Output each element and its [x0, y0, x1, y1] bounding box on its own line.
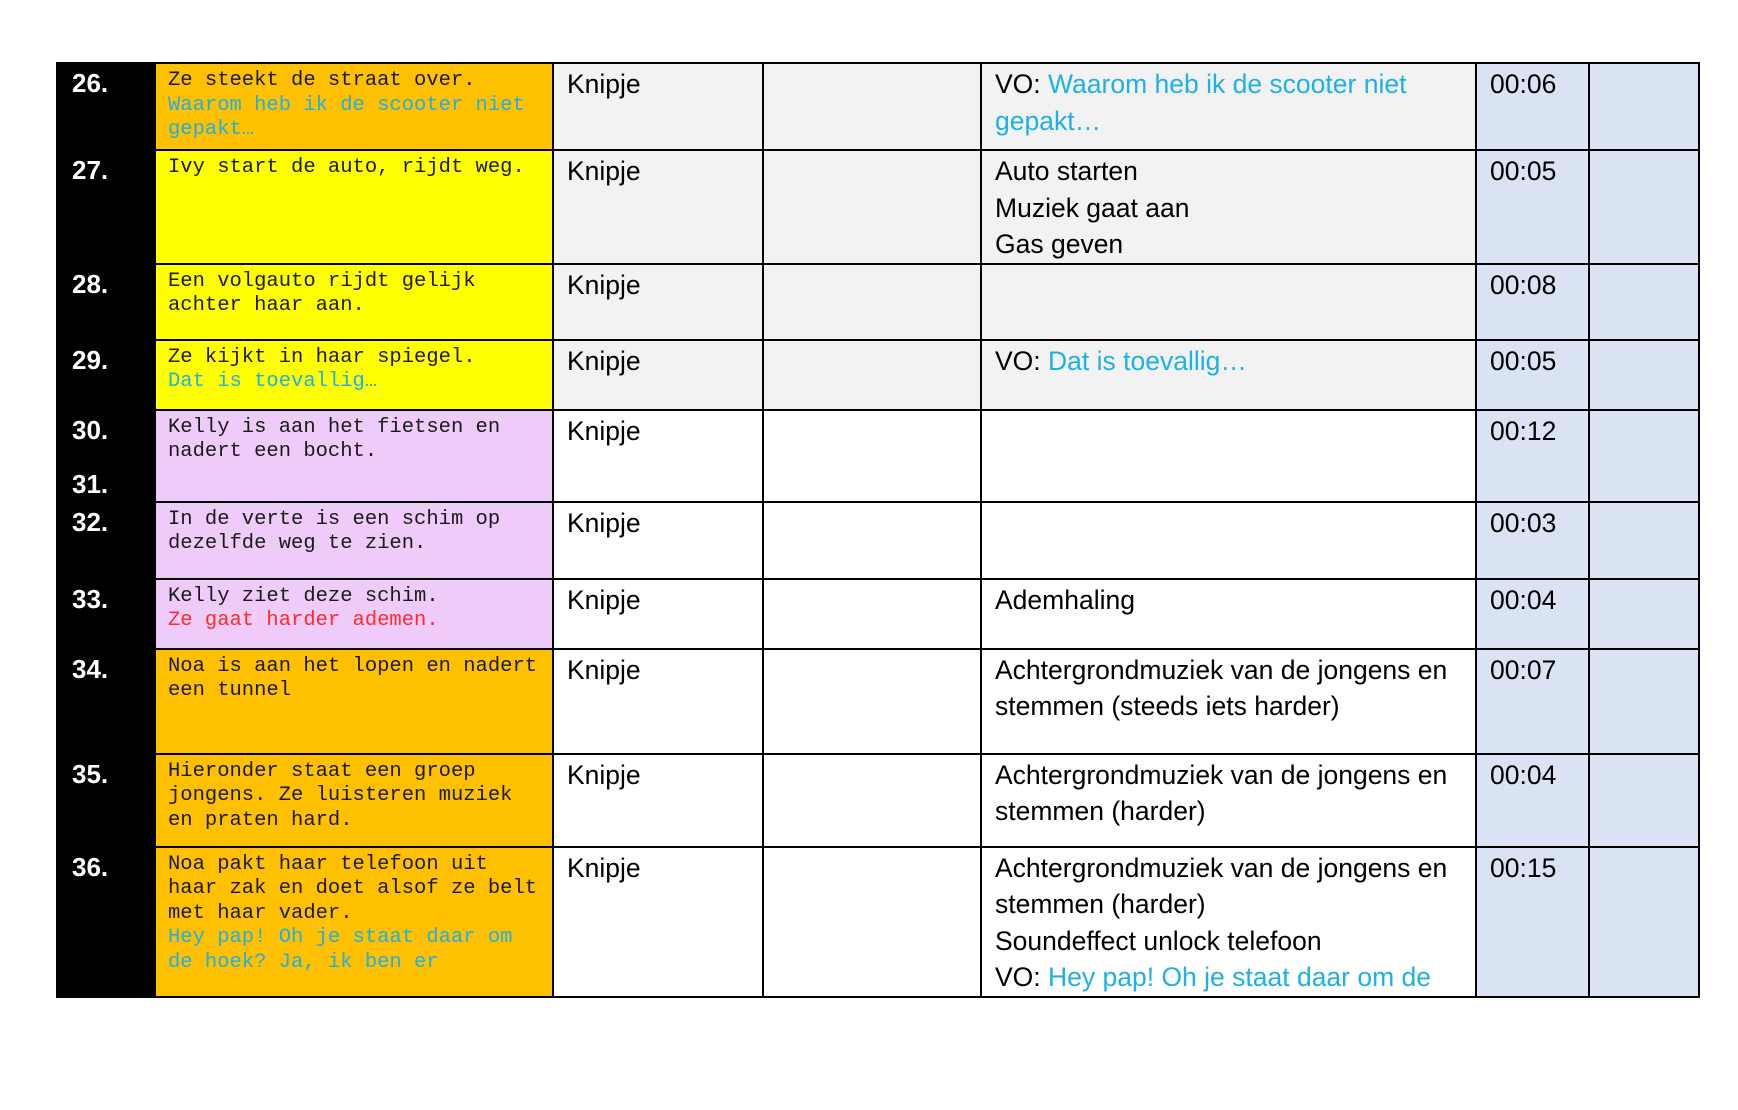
scene-text: Noa is aan het lopen en nadert een tunnel	[168, 654, 550, 702]
table-row	[57, 502, 1699, 579]
scene-description	[155, 150, 553, 264]
duration: 00:05	[1476, 150, 1589, 264]
scene-number	[57, 150, 155, 264]
empty-cell	[763, 579, 981, 649]
vo-label: VO:	[995, 69, 1049, 99]
scene-number-label: 36.	[72, 851, 109, 882]
scene-number	[57, 502, 155, 579]
empty-cell	[763, 502, 981, 579]
sound-description	[981, 340, 1476, 410]
empty-cell	[763, 264, 981, 340]
duration: 00:04	[1476, 754, 1589, 847]
duration: 00:04	[1476, 579, 1589, 649]
shot-type: Knipje	[553, 150, 763, 264]
scene-text: Waarom heb ik de scooter niet gepakt…	[168, 93, 538, 141]
scene-text: Ivy start de auto, rijdt weg.	[168, 156, 525, 179]
table-row	[57, 63, 1699, 150]
sound-description	[981, 410, 1476, 502]
sound-description	[981, 502, 1476, 579]
vo-label: VO:	[995, 345, 1049, 376]
storyboard-rows	[57, 63, 1699, 997]
scene-number-label: 33.	[72, 583, 109, 614]
empty-cell	[763, 150, 981, 264]
vo-text: Hey pap! Oh je staat daar om de	[1048, 962, 1432, 992]
vo-label: VO:	[995, 962, 1049, 992]
duration: 00:03	[1476, 502, 1589, 579]
scene-description	[155, 264, 553, 340]
scene-number	[57, 754, 155, 847]
vo-text: Waarom heb ik de scooter niet gepakt…	[995, 69, 1407, 136]
scene-number-label: 35.	[72, 758, 109, 789]
empty-cell	[1589, 150, 1699, 264]
scene-number-label: 29.	[72, 344, 109, 375]
scene-description	[155, 754, 553, 847]
sound-description	[981, 649, 1476, 754]
vo-text: Dat is toevallig…	[1048, 345, 1247, 376]
scene-description	[155, 649, 553, 754]
scene-text: Ze kijkt in haar spiegel.	[168, 345, 476, 369]
empty-cell	[763, 63, 981, 150]
sound-line: Soundeffect unlock telefoon	[995, 925, 1322, 956]
shot-type: Knipje	[553, 410, 763, 502]
scene-description	[155, 579, 553, 649]
shot-type: Knipje	[553, 649, 763, 754]
scene-text: Ze gaat harder ademen.	[168, 609, 439, 632]
scene-text: Kelly ziet deze schim.	[168, 584, 439, 608]
scene-description	[155, 502, 553, 579]
scene-number-label: 27.	[72, 155, 109, 185]
voice-over	[995, 66, 1463, 139]
scene-number	[57, 410, 155, 502]
scene-number-label: 31.	[72, 468, 109, 499]
empty-cell	[763, 649, 981, 754]
sound-description	[981, 63, 1476, 150]
empty-cell	[1589, 579, 1699, 649]
duration: 00:15	[1476, 847, 1589, 997]
empty-cell	[763, 340, 981, 410]
sound-line: Gas geven	[995, 229, 1124, 259]
duration: 00:05	[1476, 340, 1589, 410]
shot-type: Knipje	[553, 502, 763, 579]
scene-number	[57, 264, 155, 340]
scene-number	[57, 63, 155, 150]
scene-number-label: 26.	[72, 68, 109, 98]
empty-cell	[763, 754, 981, 847]
sound-line: Auto starten	[995, 156, 1138, 186]
shot-type: Knipje	[553, 579, 763, 649]
table-row	[57, 264, 1699, 340]
empty-cell	[763, 410, 981, 502]
duration: 00:08	[1476, 264, 1589, 340]
empty-cell	[1589, 649, 1699, 754]
scene-number-label: 34.	[72, 653, 109, 684]
shot-type: Knipje	[553, 847, 763, 997]
shot-type: Knipje	[553, 340, 763, 410]
table-row	[57, 410, 1699, 502]
shot-type: Knipje	[553, 264, 763, 340]
empty-cell	[1589, 410, 1699, 502]
table-row	[57, 340, 1699, 410]
sound-description	[981, 264, 1476, 340]
sound-line: Achtergrondmuziek van de jongens en stemmen (harder)	[995, 852, 1448, 919]
empty-cell	[1589, 847, 1699, 997]
scene-text: Kelly is aan het fietsen en nadert een bocht.	[168, 415, 513, 463]
table-row	[57, 754, 1699, 847]
scene-number	[57, 579, 155, 649]
scene-text: In de verte is een schim op dezelfde weg te zien.	[168, 507, 513, 555]
scene-description	[155, 410, 553, 502]
empty-cell	[1589, 340, 1699, 410]
duration: 00:12	[1476, 410, 1589, 502]
sound-description	[981, 150, 1476, 264]
storyboard-table	[56, 62, 1700, 998]
sound-description	[981, 847, 1476, 997]
table-row	[57, 847, 1699, 997]
table-row	[57, 579, 1699, 649]
duration: 00:06	[1476, 63, 1589, 150]
empty-cell	[1589, 63, 1699, 150]
scene-number	[57, 649, 155, 754]
sound-line: Achtergrondmuziek van de jongens en stemmen (harder)	[995, 759, 1448, 826]
empty-cell	[1589, 754, 1699, 847]
scene-description	[155, 847, 553, 997]
scene-description	[155, 340, 553, 410]
sound-description	[981, 754, 1476, 847]
shot-type: Knipje	[553, 754, 763, 847]
scene-text: Ze steekt de straat over.	[168, 69, 476, 92]
scene-number-label: 28.	[72, 268, 109, 299]
scene-number-label: 30.	[72, 414, 109, 445]
empty-cell	[1589, 502, 1699, 579]
sound-line: Ademhaling	[995, 584, 1135, 615]
empty-cell	[763, 847, 981, 997]
table-row	[57, 150, 1699, 264]
voice-over	[995, 343, 1463, 380]
scene-description	[155, 63, 553, 150]
scene-number	[57, 847, 155, 997]
scene-text: Noa pakt haar telefoon uit haar zak en doet alsof ze belt met haar vader.	[168, 852, 550, 925]
scene-text: Hey pap! Oh je staat daar om de hoek? Ja, ik ben er	[168, 926, 525, 974]
voice-over	[995, 959, 1463, 996]
sound-line: Achtergrondmuziek van de jongens en stemmen (steeds iets harder)	[995, 654, 1448, 721]
duration: 00:07	[1476, 649, 1589, 754]
scene-text: Hieronder staat een groep jongens. Ze luisteren muziek en praten hard.	[168, 759, 525, 832]
scene-number	[57, 340, 155, 410]
shot-type: Knipje	[553, 63, 763, 150]
table-row	[57, 649, 1699, 754]
sound-description	[981, 579, 1476, 649]
scene-number-label: 32.	[72, 506, 109, 537]
scene-text: Een volgauto rijdt gelijk achter haar aan.	[168, 269, 488, 317]
empty-cell	[1589, 264, 1699, 340]
scene-text: Dat is toevallig…	[168, 370, 378, 393]
sound-line: Muziek gaat aan	[995, 192, 1190, 223]
